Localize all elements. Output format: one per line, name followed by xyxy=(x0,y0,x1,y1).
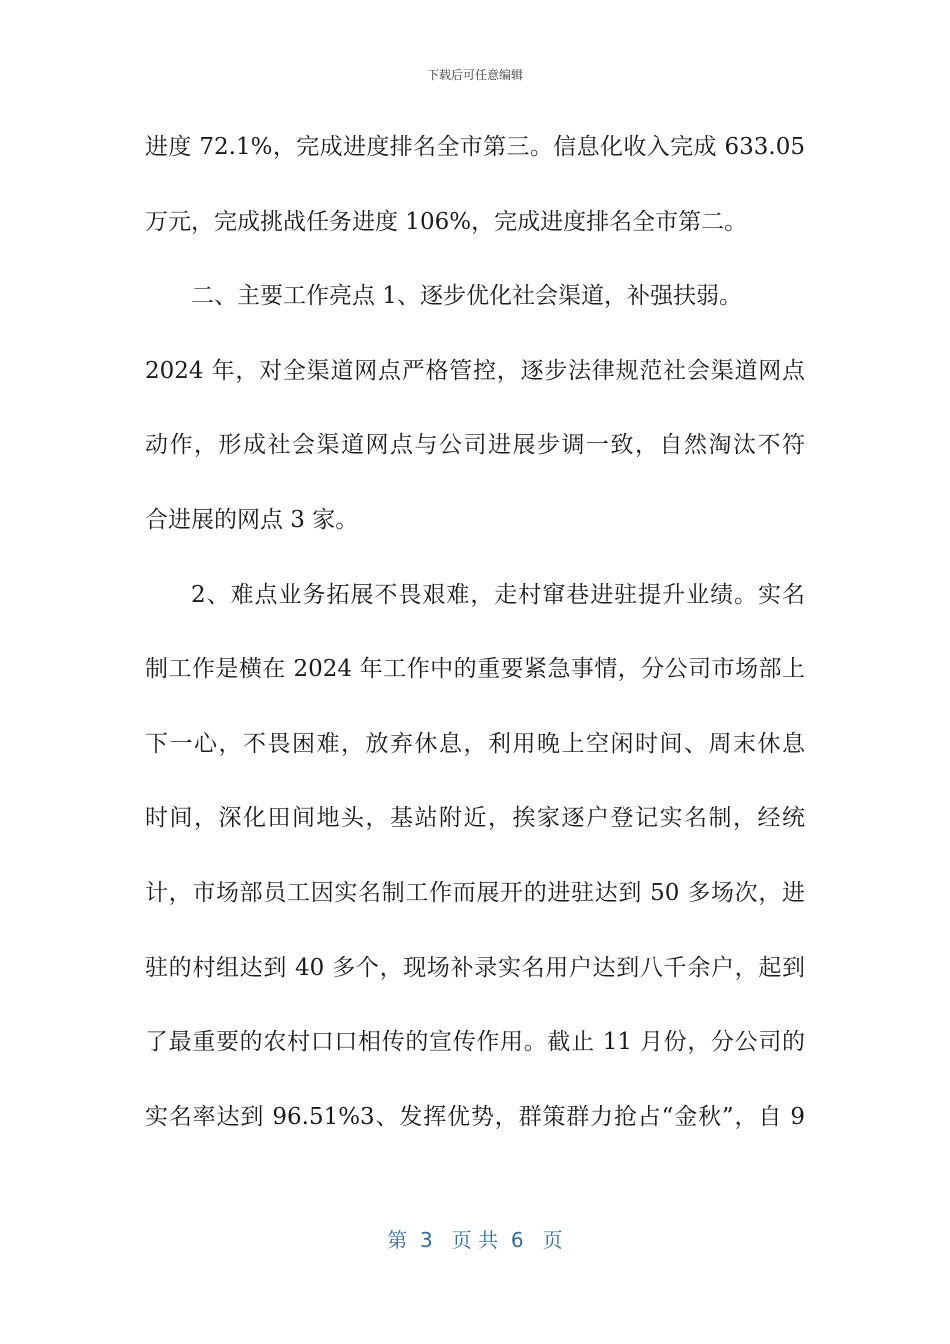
body-line: 驻的村组达到 40 多个，现场补录实名用户达到八千余户，起到 xyxy=(145,954,805,981)
header-note: 下载后可任意编辑 xyxy=(426,68,523,82)
body-line: 进度 72.1%，完成进度排名全市第三。信息化收入完成 633.05 xyxy=(145,134,805,160)
section-heading-line: 二、主要工作亮点 1、逐步优化社会渠道，补强扶弱。 xyxy=(191,283,742,310)
body-line: 时间，深化田间地头，基站附近，挨家逐户登记实名制，经统 xyxy=(145,805,805,832)
body-line: 计，市场部员工因实名制工作而展开的进驻达到 50 多场次，进 xyxy=(145,879,805,906)
body-line: 动作，形成社会渠道网点与公司进展步调一致，自然淘汰不符 xyxy=(145,432,805,459)
body-line: 实名率达到 96.51%3、发挥优势，群策群力抢占“金秋”，自 9 xyxy=(145,1103,805,1130)
body-line: 下一心，不畏困难，放弃休息，利用晚上空闲时间、周末休息 xyxy=(145,730,805,757)
page-number-label: 第 3 页 共 6 页 xyxy=(387,1228,563,1252)
body-line: 合进展的网点 3 家。 xyxy=(145,506,359,533)
body-line: 2024 年，对全渠道网点严格管控，逐步法律规范社会渠道网点 xyxy=(145,357,805,384)
paragraph-start-line: 2、难点业务拓展不畏艰难，走村窜巷进驻提升业绩。实名 xyxy=(191,581,805,608)
body-line: 了最重要的农村口口相传的宣传作用。截止 11 月份，分公司的 xyxy=(145,1029,805,1056)
page-footer xyxy=(0,1224,950,1253)
body-line: 万元，完成挑战任务进度 106%，完成进度排名全市第二。 xyxy=(145,208,748,235)
body-line: 制工作是横在 2024 年工作中的重要紧急事情，分公司市场部上 xyxy=(145,656,805,683)
document-body xyxy=(145,110,805,1154)
